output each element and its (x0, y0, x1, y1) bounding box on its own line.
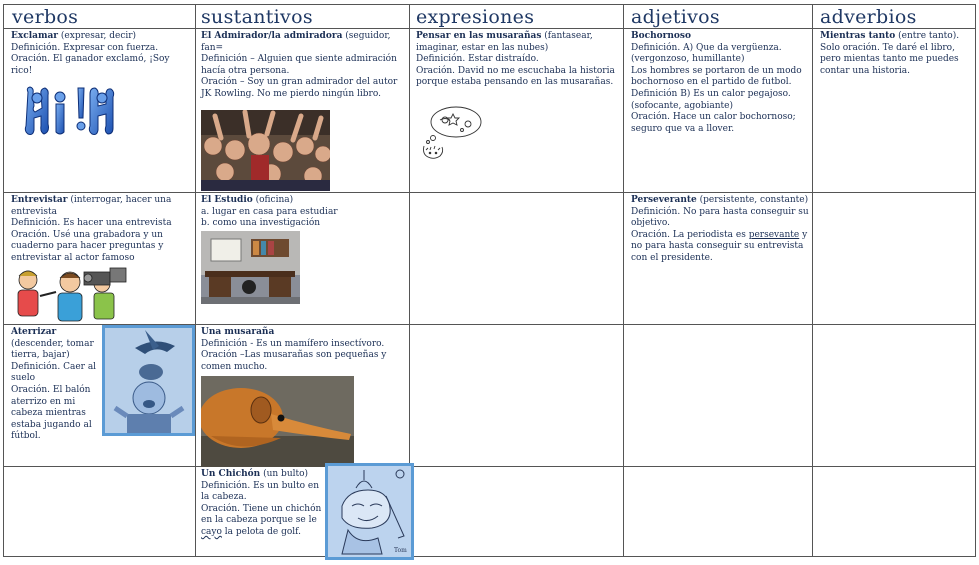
synonyms: (entre tanto). (895, 31, 960, 41)
synonyms: (un bulto) (260, 469, 309, 479)
cell-admirador (201, 31, 403, 101)
cell-mientras-tanto (820, 31, 970, 77)
term: Una musaraña (201, 327, 275, 337)
definition: Definición – Alguien que siente admiración hacía otra persona. (201, 54, 397, 76)
cell-aterrizar (11, 327, 103, 443)
synonyms: (oficina) (252, 195, 294, 205)
header-adjetivos: adjetivos (631, 6, 720, 28)
definition: Definición. Caer al suelo (11, 361, 97, 384)
synonyms: (expresar, decir) (58, 31, 137, 41)
sentence: Oración. El balón aterrizo en mi cabeza mientras estaba jugando al fútbol. (11, 384, 92, 442)
sentence: Oración. David no me escuchaba la historia porque estaba pensando en las musarañas. (416, 65, 615, 88)
sentence-underlined-word: persevante (748, 229, 800, 240)
sentence: Oración –Las musarañas son pequeñas y comen mucho. (201, 350, 387, 372)
cell-musarana (201, 327, 403, 373)
definition: Definición. Es hacer una entrevista (11, 218, 172, 229)
term: Mientras tanto (820, 31, 896, 41)
definition: Definición - Es un mamífero insectívoro. (201, 338, 385, 349)
cell-musaranas-expresion (416, 31, 619, 89)
meaning-a: a. lugar en casa para estudiar (201, 206, 338, 217)
definition: Definición. Estar distraído. (416, 54, 539, 65)
study-room-photo (201, 231, 300, 304)
synonyms: (fantasear, imaginar, estar en las nubes) (416, 31, 593, 53)
interview-cartoon-icon (10, 266, 128, 323)
cell-chichon (201, 469, 323, 539)
synonyms: (persistente, constante) (696, 195, 809, 205)
cell-bochornoso (631, 31, 809, 135)
definition: Definición. Expresar con fuerza. (11, 42, 159, 53)
definition: Definición. Es un bulto en la cabeza. (201, 480, 320, 503)
synonyms: (descender, tomar tierra, bajar) (11, 338, 94, 361)
definition-b: Definición B) Es un calor pegajoso. (sofocante, agobiante) (631, 88, 791, 111)
cell-exclamar (11, 31, 191, 77)
synonyms: (interrogar, hacer una entrevista (11, 195, 172, 217)
thinking-head-icon (418, 104, 484, 162)
sentence: Oración. El ganador exclamó, ¡Soy rico! (11, 54, 170, 76)
term: El Admirador/la admiradora (201, 31, 343, 41)
header-expresiones: expresiones (416, 6, 535, 28)
sentence-a: Los hombres se portaron de un modo bochornoso en el partido de futbol. (631, 65, 802, 88)
sentence-wavy-word: cayo (201, 526, 222, 537)
sentence: Solo oración. Te daré el libro, pero mientas tanto me puedes contar una historia. (820, 42, 959, 76)
header-verbos: verbos (12, 6, 79, 28)
term: Bochornoso (631, 31, 691, 41)
golf-bump-cartoon (325, 463, 414, 560)
cell-estudio (201, 195, 403, 230)
svg-text:Tom: Tom (394, 547, 407, 554)
term: Exclamar (11, 31, 59, 41)
fans-crowd-photo (201, 110, 330, 191)
synonyms: (seguidor, fan= (201, 31, 391, 53)
term: Un Chichón (201, 469, 261, 479)
sentence-end: y no para hasta conseguir su entrevista con el presidente. (631, 229, 808, 263)
sentence-end: la pelota de golf. (221, 526, 301, 537)
header-sustantivos: sustantivos (201, 6, 313, 28)
term: Pensar en las musarañas (416, 31, 542, 41)
term: Entrevistar (11, 195, 68, 205)
sentence-start: Oración. La periodista es (631, 229, 749, 240)
shrew-photo (201, 376, 354, 467)
bird-baby-photo (102, 325, 195, 436)
sentence-start: Oración. Tiene un chichón en la cabeza porque se le (201, 503, 322, 526)
definition: Definición. No para hasta conseguir su objetivo. (631, 206, 809, 229)
hi-figures-icon (20, 84, 120, 138)
definition-a: Definición. A) Que da vergüenza. (vergonzoso, humillante) (631, 42, 782, 65)
term: Perseverante (631, 195, 697, 205)
cell-entrevistar (11, 195, 191, 265)
sentence-b: Oración. Hace un calor bochornoso; seguro que va a llover. (631, 112, 796, 134)
sentence: Oración. Usé una grabadora y un cuaderno para hacer preguntas y entrevistar al actor famoso (11, 229, 164, 263)
meaning-b: b. como una investigación (201, 218, 321, 229)
cell-perseverante (631, 195, 809, 265)
header-adverbios: adverbios (820, 6, 917, 28)
term: Aterrizar (11, 327, 57, 337)
sentence: Oración – Soy un gran admirador del autor JK Rowling. No me pierdo ningún libro. (201, 77, 398, 99)
term: El Estudio (201, 195, 253, 205)
